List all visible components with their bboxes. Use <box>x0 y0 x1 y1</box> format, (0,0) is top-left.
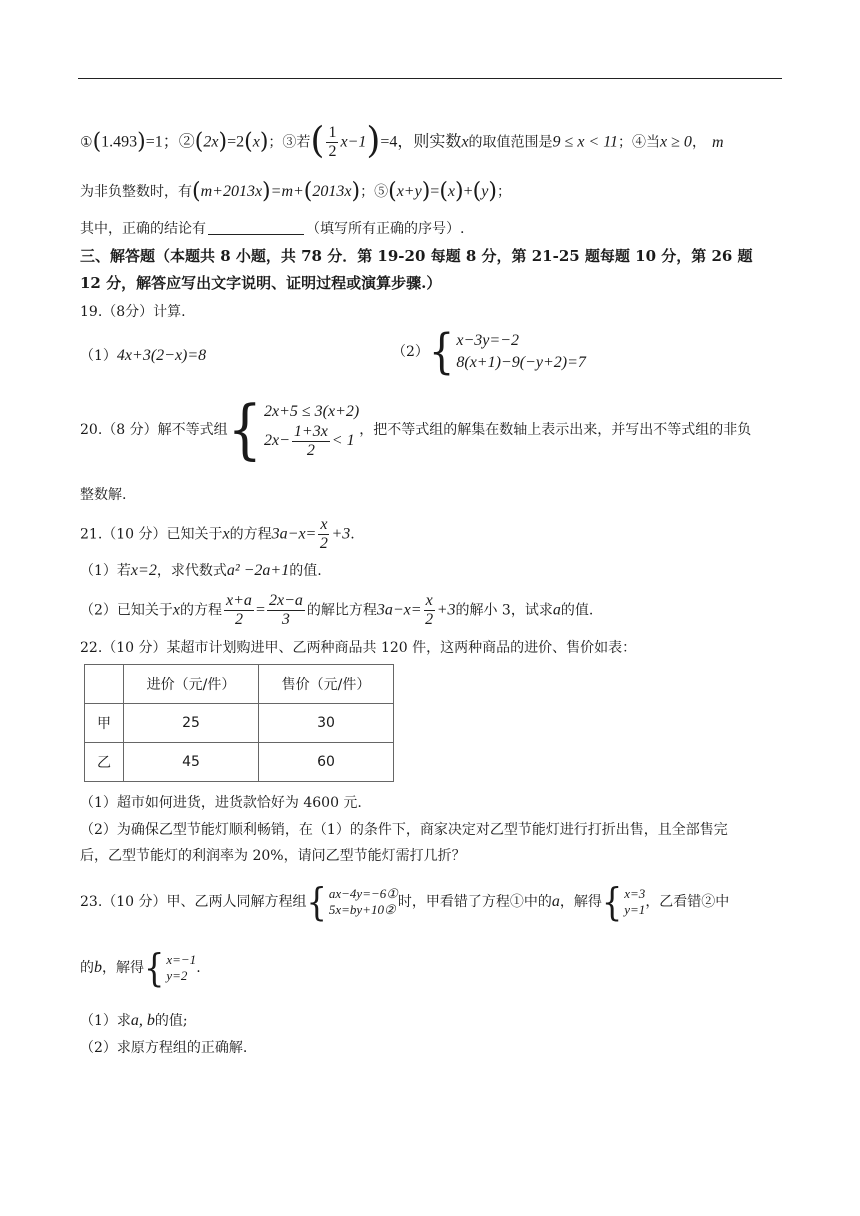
brace-symbol: { <box>428 324 455 380</box>
q22-part2-line2: 后，乙型节能灯的利润率为 20%，请问乙型节能灯需打几折？ <box>80 848 466 864</box>
table-cell: 45 <box>124 743 259 782</box>
q19-head: 19.（8分）计算. <box>80 304 186 320</box>
q18-line2: 为非负整数时，有(m+2013x)=m+(2013x)；⑤(x+y)=(x)+(y)； <box>80 179 511 204</box>
q18-line3: 其中，正确的结论有 （填写所有正确的序号）. <box>80 221 465 237</box>
q20-line1: 20.（8 分）解不等式组 { 2x+5 ≤ 3(x+2) 2x− $\frac{1+3x}{2}$ < 1 ，把不等式组的解集在数轴上表示出来，并写出不等式组的非负 <box>80 391 752 468</box>
brace-symbol: { <box>601 879 623 925</box>
table-row <box>85 743 394 782</box>
q23-line1: 23.（10 分）甲、乙两人同解方程组 { ax−4y=−6① 5x=by+10② 时，甲看错了方程①中的 a ，解得 { x=3 y=1 ，乙看错②中 <box>80 879 730 925</box>
header-rule <box>78 78 782 79</box>
q23-part1: （1）求a, b的值; <box>80 1012 188 1029</box>
answer-blank[interactable] <box>208 220 304 235</box>
table-header: 售价（元/件） <box>259 665 394 704</box>
brace-symbol: { <box>306 879 327 925</box>
table-row <box>85 704 394 743</box>
table-cell: 60 <box>259 743 394 782</box>
q19-part1: （1）4x+3(2−x)=8 <box>80 347 207 364</box>
section3-title-line2: 12 分，解答应写出文字说明、证明过程或演算步骤.） <box>80 274 442 292</box>
section3-title-line1: 三、解答题（本题共 8 小题，共 78 分．第 19-20 每题 8 分，第 21-25 题每题 10 分，第 26 题 <box>80 247 753 265</box>
table-cell: 乙 <box>85 743 124 782</box>
q21-head: 21.（10 分）已知关于x的方程3a−x= $\frac{x}{2}$ +3. <box>80 516 355 552</box>
q20-line2: 整数解. <box>80 487 127 503</box>
q23-line2: 的 b ，解得 { x=−1 y=2 . <box>80 945 201 991</box>
q22-head: 22.（10 分）某超市计划购进甲、乙两种商品共 120 件，这两种商品的进价、售价如表： <box>80 640 637 656</box>
table-header: 进价（元/件） <box>124 665 259 704</box>
q22-part2-line1: （2）为确保乙型节能灯顺利畅销，在（1）的条件下，商家决定对乙型节能灯进行打折出售，且全部售完 <box>80 822 728 838</box>
q18-line1: ①(1.493)=1；②(2x)=2(x)；③若( $\frac{1}{2}$ x−1)=4，则实数x的取值范围是9 ≤ x < 11；④当x ≥ 0， m <box>80 120 724 162</box>
brace-symbol: { <box>144 945 165 991</box>
table-row <box>85 665 394 704</box>
q19-part2: （2） { x−3y=−2 8(x+1)−9(−y+2)=7 <box>392 324 586 380</box>
brace-symbol: { <box>227 391 262 468</box>
q21-part1: （1）若x=2，求代数式a² −2a+1的值. <box>80 562 322 579</box>
table-cell: 甲 <box>85 704 124 743</box>
q22-part1: （1）超市如何进货，进货款恰好为 4600 元. <box>80 795 362 811</box>
table-cell: 25 <box>124 704 259 743</box>
table-cell: 30 <box>259 704 394 743</box>
q21-part2: （2）已知关于x的方程 $\frac{x+a}{2}$ = $\frac{2x-a}{3}$ 的解比方程3a−x= $\frac{x}{2}$ +3的解小 3，试求a的值. <box>80 592 594 628</box>
table-cell <box>85 665 124 704</box>
price-table <box>84 664 394 782</box>
q23-part2: （2）求原方程组的正确解. <box>80 1040 248 1056</box>
